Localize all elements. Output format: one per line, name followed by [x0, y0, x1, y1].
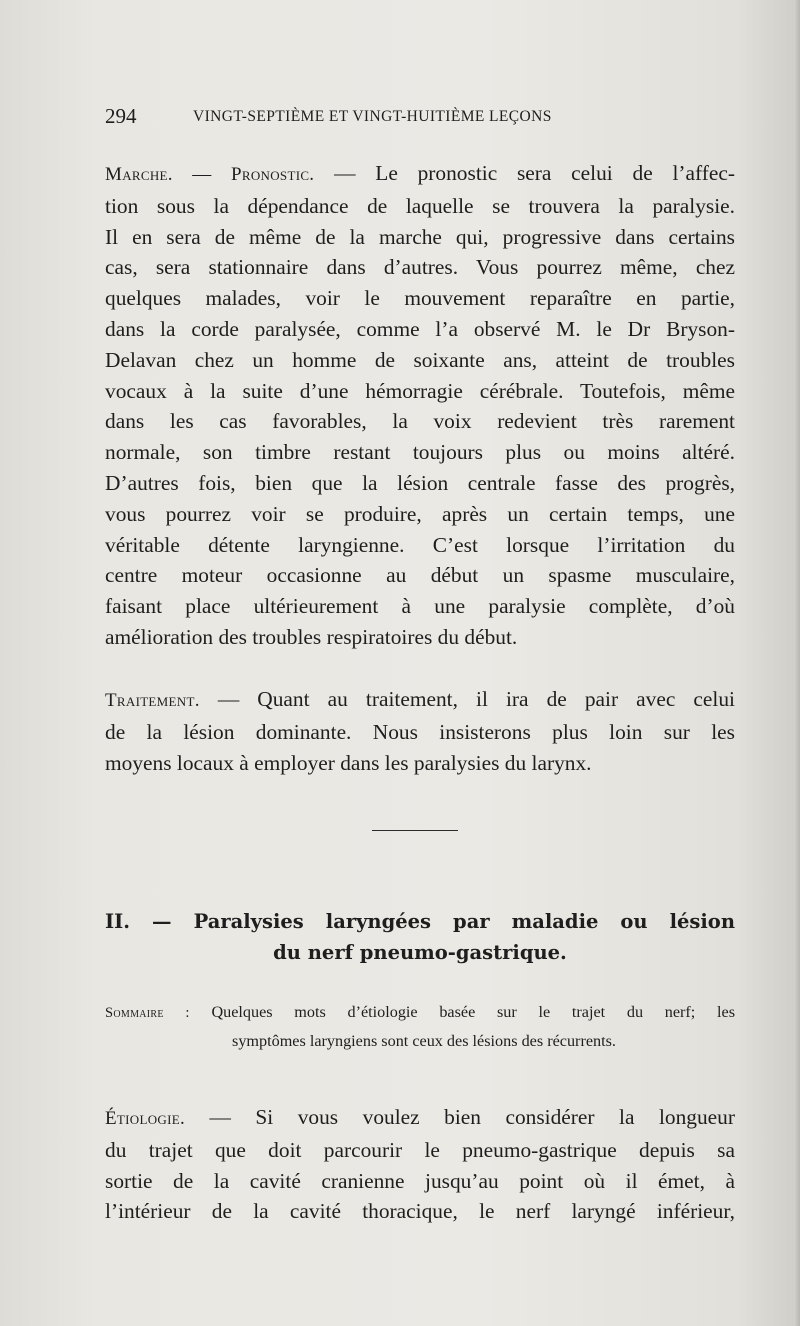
text-line: Étiologie. — Si vous voulez bien considérer la longueur: [105, 1105, 735, 1129]
text-line: du trajet que doit parcourir le pneumo-gastrique depuis sa: [105, 1137, 735, 1162]
section-title-line: II. — Paralysies laryngées par maladie ou lésion: [105, 910, 735, 933]
text-line: sortie de la cavité cranienne jusqu’au point où il émet, à: [105, 1168, 735, 1193]
text-line: Il en sera de même de la marche qui, progressive dans certains: [105, 224, 735, 249]
paragraph-etiologie: [105, 1102, 735, 1227]
text-line: Marche. — Pronostic. — Le pronostic sera celui de l’affec-: [105, 161, 735, 185]
text-line: quelques malades, voir le mouvement reparaître en partie,: [105, 286, 735, 311]
running-head: VINGT-SEPTIÈME ET VINGT-HUITIÈME LEÇONS: [193, 108, 552, 125]
text-line: vous pourrez voir se produire, après un certain temps, une: [105, 501, 735, 526]
text-line: dans les cas favorables, la voix redevient très rarement: [105, 409, 735, 434]
text-line: cas, sera stationnaire dans d’autres. Vous pourrez même, chez: [105, 255, 735, 280]
text-line: centre moteur occasionne au début un spasme musculaire,: [105, 563, 735, 588]
text-line: tion sous la dépendance de laquelle se trouvera la paralysie.: [105, 193, 735, 218]
summary-label: Sommaire :: [105, 1005, 190, 1021]
page-edge: [794, 0, 800, 1326]
text-line: l’intérieur de la cavité thoracique, le nerf laryngé inférieur,: [105, 1199, 735, 1224]
text-line: normale, son timbre restant toujours plus ou moins altéré.: [105, 440, 735, 465]
paragraph-marche: [105, 158, 735, 653]
text-line: moyens locaux à employer dans les paralysies du larynx.: [105, 750, 592, 775]
summary-line: Sommaire : Quelques mots d’étiologie basée sur le trajet du nerf; les: [105, 1003, 736, 1021]
section-title-line: du nerf pneumo-gastrique.: [273, 941, 567, 964]
text-line: véritable détente laryngienne. C’est lorsque l’irritation du: [105, 532, 735, 557]
section-summary: [105, 998, 735, 1055]
text-line: Delavan chez un homme de soixante ans, atteint de troubles: [105, 347, 735, 372]
paragraph-heading: Marche. — Pronostic.: [105, 164, 315, 185]
section-divider: [372, 830, 458, 831]
section-title: [105, 906, 735, 968]
summary-line: symptômes laryngiens sont ceux des lésions des récurrents.: [232, 1032, 616, 1050]
paragraph-heading: Traitement.: [105, 690, 200, 711]
text-line: amélioration des troubles respiratoires du début.: [105, 624, 518, 649]
text-line: Traitement. — Quant au traitement, il ira de pair avec celui: [105, 687, 735, 711]
page-header: [105, 104, 735, 134]
text-line: de la lésion dominante. Nous insisterons plus loin sur les: [105, 719, 735, 744]
text-line: D’autres fois, bien que la lésion centrale fasse des progrès,: [105, 470, 735, 495]
paragraph-heading: Étiologie.: [105, 1108, 186, 1129]
text-line: dans la corde paralysée, comme l’a observé M. le Dr Bryson-: [105, 316, 735, 341]
paragraph-traitement: [105, 684, 735, 778]
text-line: vocaux à la suite d’une hémorragie cérébrale. Toutefois, même: [105, 378, 735, 403]
page-number: 294: [105, 104, 137, 128]
text-line: faisant place ultérieurement à une paralysie complète, d’où: [105, 594, 735, 619]
